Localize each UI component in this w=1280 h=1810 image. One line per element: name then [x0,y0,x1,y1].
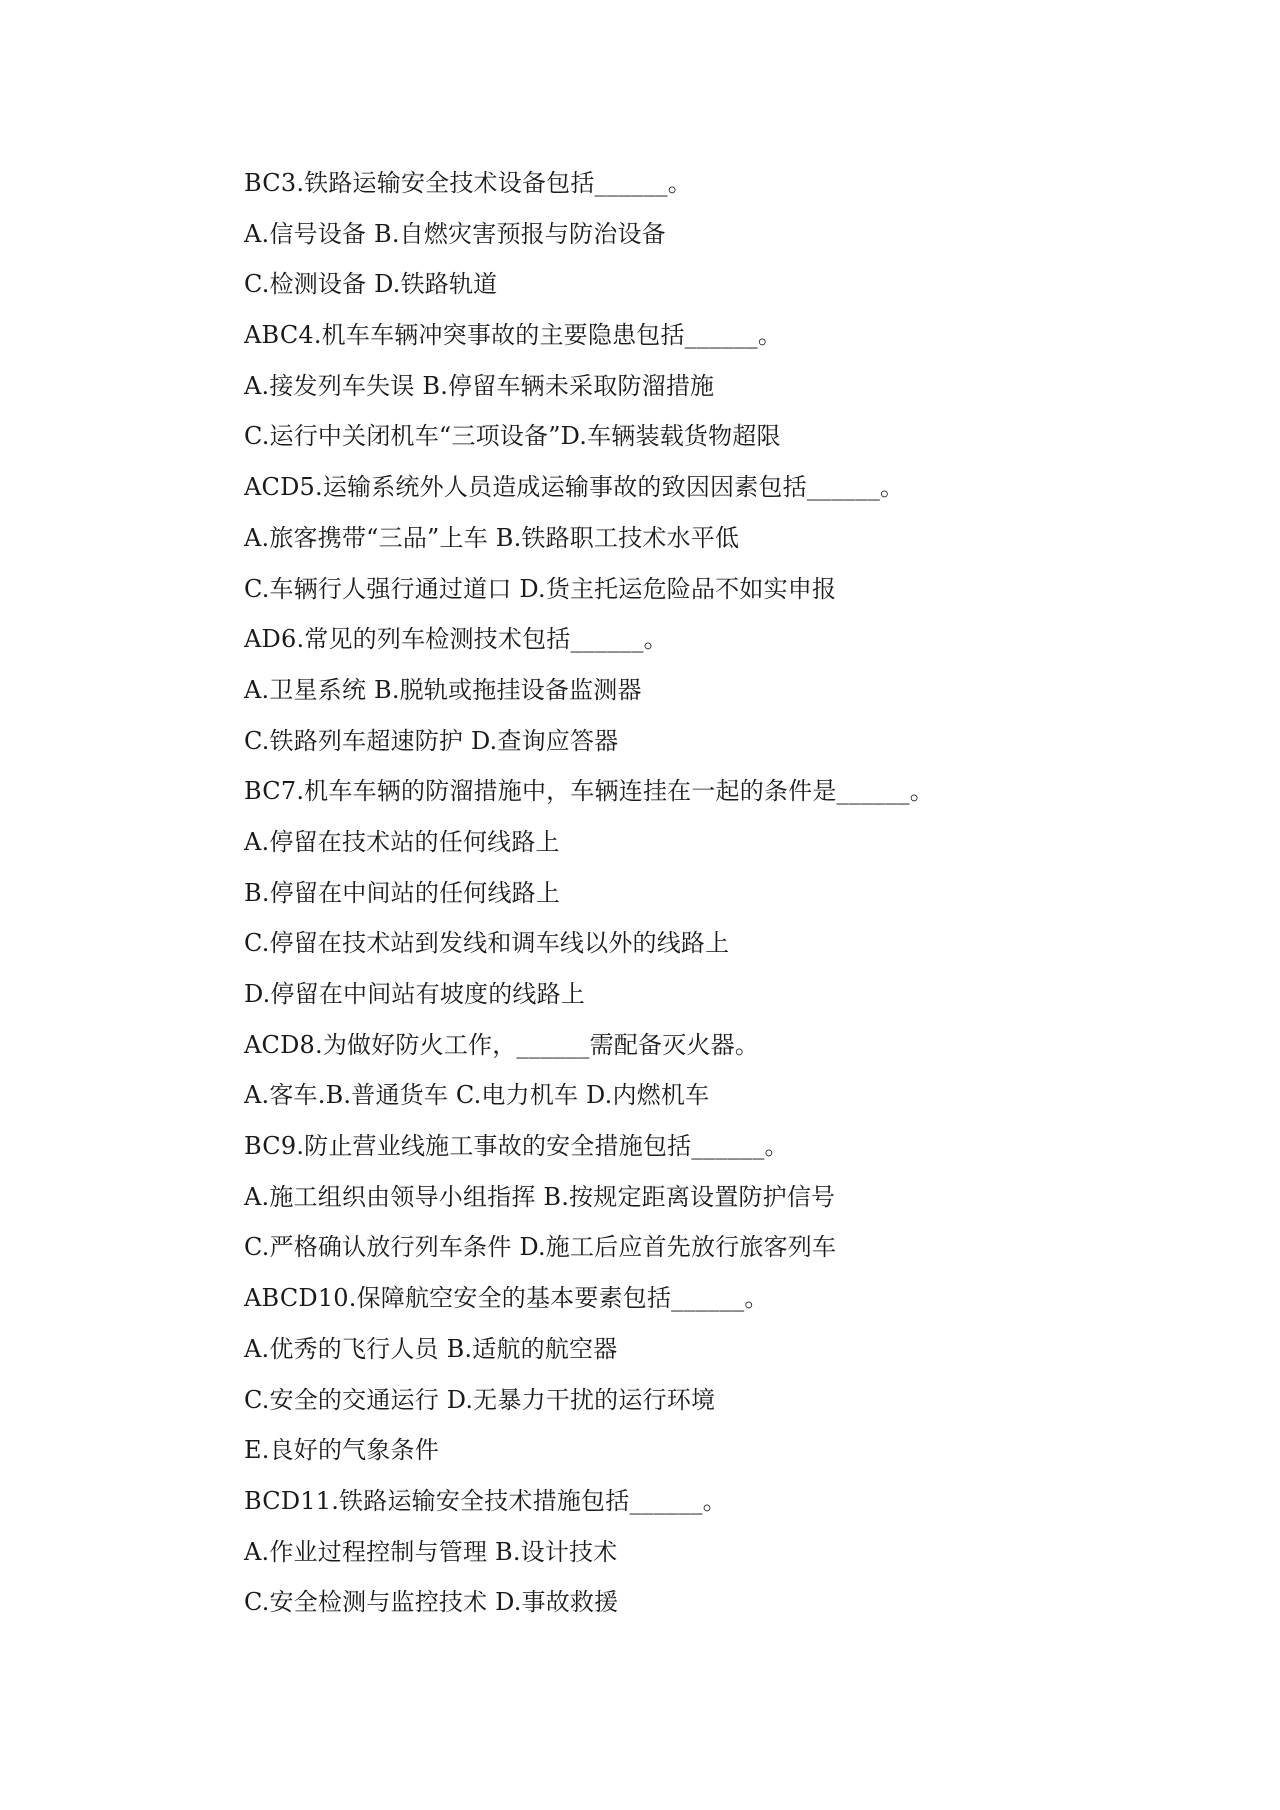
question-7-stem: BC7.机车车辆的防溜措施中，车辆连挂在一起的条件是______。 [244,777,934,806]
question-11-stem: BCD11.铁路运输安全技术措施包括______。 [244,1486,727,1515]
question-10-options-ab: A.优秀的飞行人员 B.适航的航空器 [244,1334,618,1363]
question-11-options-cd: C.安全检测与监控技术 D.事故救援 [244,1588,619,1617]
question-9-options-ab: A.施工组织由领导小组指挥 B.按规定距离设置防护信号 [244,1182,836,1211]
question-8-stem: ACD8.为做好防火工作，______需配备灭火器。 [244,1030,760,1059]
question-10-stem: ABCD10.保障航空安全的基本要素包括______。 [244,1284,769,1313]
question-list [244,158,1044,1628]
question-3-stem: BC3.铁路运输安全技术设备包括______。 [244,169,692,197]
question-5-options-ab: A.旅客携带“三品”上车 B.铁路职工技术水平低 [244,523,740,552]
question-5-stem: ACD5.运输系统外人员造成运输事故的致因因素包括______。 [244,473,905,502]
question-10-option-e: E.良好的气象条件 [244,1436,439,1465]
question-4-options-ab: A.接发列车失误 B.停留车辆未采取防溜措施 [244,371,715,400]
question-5-options-cd: C.车辆行人强行通过道口 D.货主托运危险品不如实申报 [244,574,837,603]
question-9-stem: BC9.防止营业线施工事故的安全措施包括______。 [244,1132,789,1161]
question-3-options-ab: A.信号设备 B.自燃灾害预报与防治设备 [244,219,666,248]
question-11-options-ab: A.作业过程控制与管理 B.设计技术 [244,1537,618,1566]
question-7-option-b: B.停留在中间站的任何线路上 [244,878,561,907]
question-4-options-cd: C.运行中关闭机车“三项设备”D.车辆装载货物超限 [244,422,781,451]
question-7-option-c: C.停留在技术站到发线和调车线以外的线路上 [244,929,730,958]
question-7-option-a: A.停留在技术站的任何线路上 [244,827,560,856]
question-6-options-cd: C.铁路列车超速防护 D.查询应答器 [244,726,619,755]
question-7-option-d: D.停留在中间站有坡度的线路上 [244,980,586,1008]
question-3-options-cd: C.检测设备 D.铁路轨道 [244,270,498,299]
question-9-options-cd: C.严格确认放行列车条件 D.施工后应首先放行旅客列车 [244,1233,837,1262]
question-6-options-ab: A.卫星系统 B.脱轨或拖挂设备监测器 [244,675,642,704]
question-4-stem: ABC4.机车车辆冲突事故的主要隐患包括______。 [244,321,783,350]
question-6-stem: AD6.常见的列车检测技术包括______。 [244,625,668,654]
question-10-options-cd: C.安全的交通运行 D.无暴力干扰的运行环境 [244,1385,716,1414]
question-8-options: A.客车.B.普通货车 C.电力机车 D.内燃机车 [244,1081,710,1110]
